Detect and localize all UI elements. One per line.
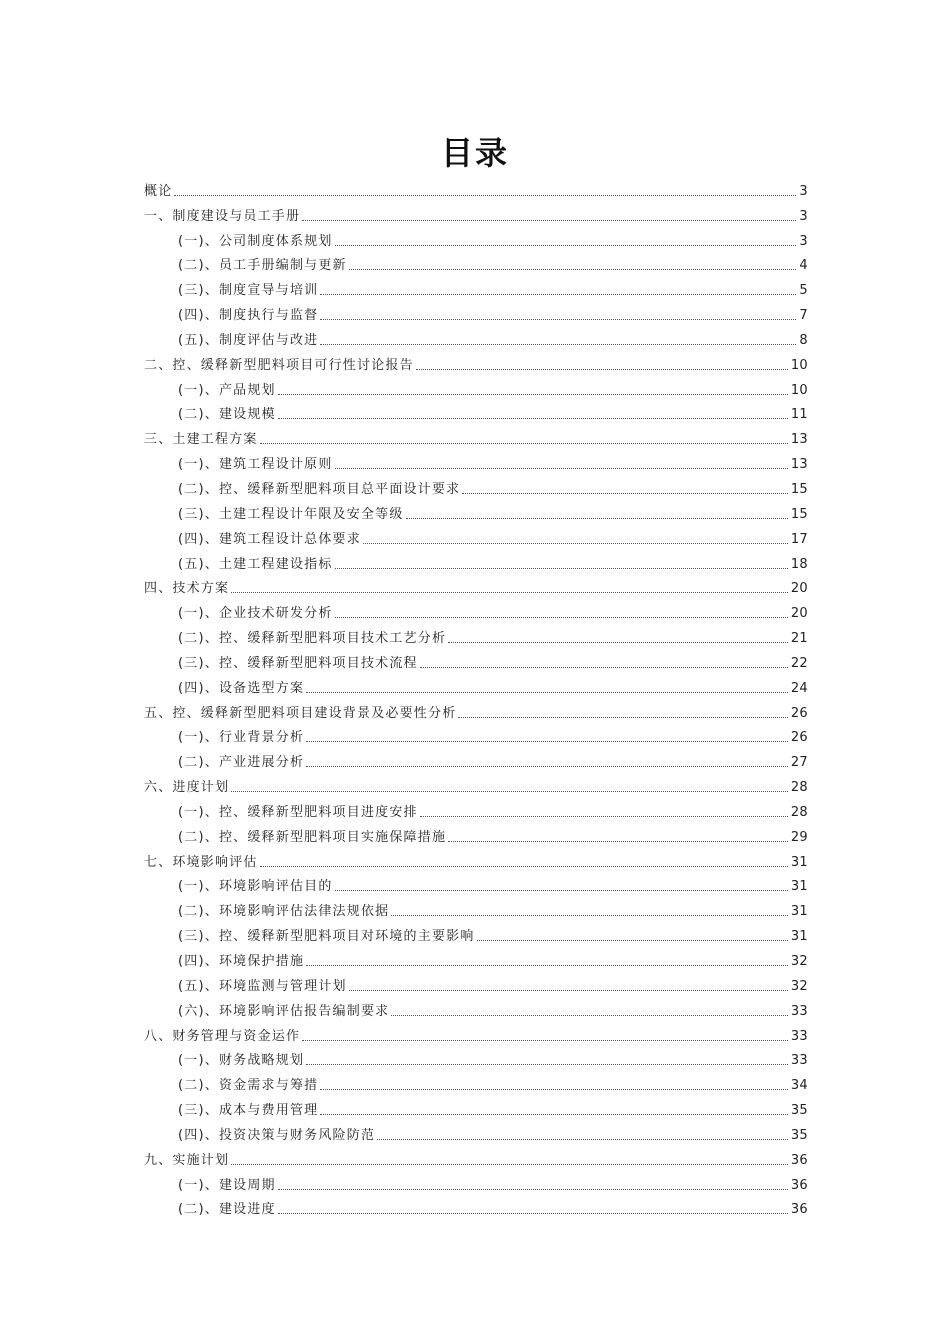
- toc-entry[interactable]: [144, 273, 808, 298]
- dot-leader: [278, 418, 788, 419]
- toc-entry-label: 七、环境影响评估: [144, 854, 258, 870]
- toc-entry-page-number: 27: [790, 755, 808, 771]
- toc-entry-page-number: 33: [790, 1028, 808, 1044]
- dot-leader: [391, 1015, 788, 1016]
- toc-entry[interactable]: [144, 323, 808, 348]
- toc-entry-page-number: 13: [790, 457, 808, 473]
- toc-entry-page-number: 28: [790, 780, 808, 796]
- toc-entry-label: (四)、设备选型方案: [178, 680, 305, 696]
- dot-leader: [335, 468, 788, 469]
- dot-leader: [335, 568, 788, 569]
- toc-entry-page-number: 36: [790, 1202, 808, 1218]
- toc-entry[interactable]: [144, 1093, 808, 1118]
- dot-leader: [448, 642, 788, 643]
- toc-entry-page-number: 15: [790, 481, 808, 497]
- toc-entry[interactable]: [144, 422, 808, 447]
- toc-entry-label: (一)、公司制度体系规划: [178, 233, 333, 249]
- toc-entry[interactable]: [144, 795, 808, 820]
- toc-entry-label: (五)、土建工程建设指标: [178, 556, 333, 572]
- dot-leader: [231, 791, 788, 792]
- dot-leader: [448, 841, 788, 842]
- toc-entry-page-number: 32: [790, 978, 808, 994]
- toc-entry[interactable]: [144, 199, 808, 224]
- dot-leader: [302, 1040, 788, 1041]
- toc-entry[interactable]: [144, 845, 808, 870]
- toc-entry-label: (二)、员工手册编制与更新: [178, 258, 347, 274]
- toc-entry[interactable]: [144, 944, 808, 969]
- toc-entry-page-number: 11: [790, 407, 808, 423]
- toc-entry[interactable]: [144, 572, 808, 597]
- table-of-contents: [144, 174, 808, 1217]
- toc-entry-label: (四)、投资决策与财务风险防范: [178, 1127, 376, 1143]
- dot-leader: [260, 866, 788, 867]
- toc-entry-label: (六)、环境影响评估报告编制要求: [178, 1003, 390, 1019]
- dot-leader: [278, 1189, 788, 1190]
- dot-leader: [306, 965, 788, 966]
- toc-entry-page-number: 20: [790, 606, 808, 622]
- dot-leader: [278, 394, 788, 395]
- toc-entry[interactable]: [144, 969, 808, 994]
- toc-entry[interactable]: [144, 596, 808, 621]
- dot-leader: [377, 1139, 788, 1140]
- dot-leader: [320, 1089, 788, 1090]
- toc-entry-page-number: 20: [790, 581, 808, 597]
- toc-entry[interactable]: [144, 547, 808, 572]
- dot-leader: [260, 443, 788, 444]
- toc-entry-page-number: 35: [790, 1127, 808, 1143]
- toc-entry[interactable]: [144, 870, 808, 895]
- dot-leader: [363, 543, 788, 544]
- toc-entry[interactable]: [144, 994, 808, 1019]
- dot-leader: [320, 344, 796, 345]
- toc-entry-page-number: 3: [799, 208, 808, 224]
- toc-entry-page-number: 29: [790, 829, 808, 845]
- toc-entry[interactable]: [144, 348, 808, 373]
- toc-entry-page-number: 10: [790, 357, 808, 373]
- toc-entry-page-number: 13: [790, 432, 808, 448]
- toc-entry-label: (一)、财务战略规划: [178, 1053, 305, 1069]
- toc-entry[interactable]: [144, 249, 808, 274]
- toc-entry-page-number: 31: [790, 879, 808, 895]
- toc-entry-label: (二)、建设进度: [178, 1202, 276, 1218]
- dot-leader: [174, 195, 796, 196]
- toc-entry-label: (三)、制度宣导与培训: [178, 283, 319, 299]
- toc-entry-page-number: 10: [790, 382, 808, 398]
- toc-entry-page-number: 36: [790, 1152, 808, 1168]
- toc-entry[interactable]: [144, 522, 808, 547]
- dot-leader: [306, 1064, 788, 1065]
- dot-leader: [420, 816, 788, 817]
- dot-leader: [320, 319, 796, 320]
- toc-entry-page-number: 31: [790, 854, 808, 870]
- toc-entry[interactable]: [144, 820, 808, 845]
- toc-entry-label: (二)、资金需求与筹措: [178, 1078, 319, 1094]
- toc-entry-page-number: 31: [790, 929, 808, 945]
- dot-leader: [391, 915, 788, 916]
- toc-entry-label: (四)、建筑工程设计总体要求: [178, 531, 361, 547]
- toc-entry-page-number: 21: [790, 631, 808, 647]
- toc-entry[interactable]: [144, 919, 808, 944]
- toc-entry[interactable]: [144, 770, 808, 795]
- toc-entry[interactable]: [144, 1118, 808, 1143]
- dot-leader: [278, 1213, 788, 1214]
- toc-entry-page-number: 22: [790, 655, 808, 671]
- dot-leader: [462, 493, 787, 494]
- toc-entry[interactable]: [144, 1019, 808, 1044]
- toc-entry-label: (一)、建设周期: [178, 1177, 276, 1193]
- toc-entry[interactable]: [144, 696, 808, 721]
- toc-entry-label: (一)、控、缓释新型肥料项目进度安排: [178, 804, 418, 820]
- toc-entry-label: 概论: [144, 183, 173, 199]
- toc-entry-label: (二)、控、缓释新型肥料项目实施保障措施: [178, 829, 447, 845]
- toc-entry-label: (一)、产品规划: [178, 382, 276, 398]
- toc-entry-label: (一)、建筑工程设计原则: [178, 457, 333, 473]
- dot-leader: [420, 667, 788, 668]
- dot-leader: [335, 890, 788, 891]
- toc-entry-page-number: 17: [790, 531, 808, 547]
- toc-entry-page-number: 15: [790, 506, 808, 522]
- toc-entry-page-number: 18: [790, 556, 808, 572]
- toc-entry-page-number: 5: [799, 283, 808, 299]
- toc-entry-label: (五)、制度评估与改进: [178, 332, 319, 348]
- toc-entry-label: (五)、环境监测与管理计划: [178, 978, 347, 994]
- toc-entry-page-number: 4: [799, 258, 808, 274]
- toc-entry-label: (三)、控、缓释新型肥料项目技术流程: [178, 655, 418, 671]
- toc-entry-page-number: 7: [799, 308, 808, 324]
- toc-entry-label: (二)、控、缓释新型肥料项目技术工艺分析: [178, 631, 447, 647]
- toc-entry[interactable]: [144, 224, 808, 249]
- toc-entry-page-number: 28: [790, 804, 808, 820]
- dot-leader: [349, 990, 788, 991]
- toc-entry[interactable]: [144, 398, 808, 423]
- toc-entry[interactable]: [144, 1143, 808, 1168]
- toc-entry-label: 六、进度计划: [144, 780, 230, 796]
- toc-entry-label: (三)、控、缓释新型肥料项目对环境的主要影响: [178, 929, 475, 945]
- toc-entry-label: (二)、环境影响评估法律法规依据: [178, 904, 390, 920]
- dot-leader: [320, 1114, 788, 1115]
- toc-entry-label: 五、控、缓释新型肥料项目建设背景及必要性分析: [144, 705, 457, 721]
- toc-entry-label: (二)、控、缓释新型肥料项目总平面设计要求: [178, 481, 461, 497]
- toc-entry[interactable]: [144, 671, 808, 696]
- toc-entry-label: 九、实施计划: [144, 1152, 230, 1168]
- toc-entry-label: 一、制度建设与员工手册: [144, 208, 301, 224]
- toc-entry-label: (二)、建设规模: [178, 407, 276, 423]
- toc-entry-page-number: 34: [790, 1078, 808, 1094]
- toc-entry-label: (四)、制度执行与监督: [178, 308, 319, 324]
- toc-entry[interactable]: [144, 894, 808, 919]
- toc-entry[interactable]: [144, 447, 808, 472]
- dot-leader: [306, 741, 788, 742]
- toc-entry-page-number: 3: [799, 183, 808, 199]
- toc-entry[interactable]: [144, 1068, 808, 1093]
- toc-entry-label: (二)、产业进展分析: [178, 755, 305, 771]
- toc-entry[interactable]: [144, 472, 808, 497]
- toc-entry-page-number: 33: [790, 1003, 808, 1019]
- dot-leader: [320, 294, 796, 295]
- toc-entry-label: 八、财务管理与资金运作: [144, 1028, 301, 1044]
- dot-leader: [231, 592, 788, 593]
- toc-entry[interactable]: [144, 298, 808, 323]
- dot-leader: [231, 1164, 788, 1165]
- toc-entry-page-number: 3: [799, 233, 808, 249]
- dot-leader: [416, 369, 788, 370]
- toc-entry[interactable]: [144, 497, 808, 522]
- dot-leader: [335, 245, 797, 246]
- toc-entry-label: 三、土建工程方案: [144, 432, 258, 448]
- toc-entry-label: (一)、企业技术研发分析: [178, 606, 333, 622]
- toc-entry[interactable]: [144, 174, 808, 199]
- toc-entry-page-number: 8: [799, 332, 808, 348]
- toc-entry-page-number: 32: [790, 954, 808, 969]
- toc-entry[interactable]: [144, 745, 808, 770]
- toc-entry[interactable]: [144, 373, 808, 398]
- toc-entry-page-number: 35: [790, 1103, 808, 1119]
- toc-entry-page-number: 26: [790, 730, 808, 746]
- toc-entry-label: (一)、行业背景分析: [178, 730, 305, 746]
- toc-entry[interactable]: [144, 1168, 808, 1193]
- toc-entry[interactable]: [144, 1044, 808, 1069]
- toc-entry[interactable]: [144, 621, 808, 646]
- toc-entry-label: 二、控、缓释新型肥料项目可行性讨论报告: [144, 357, 414, 373]
- toc-entry-label: (三)、成本与费用管理: [178, 1103, 319, 1119]
- toc-entry-label: (三)、土建工程设计年限及安全等级: [178, 506, 404, 522]
- toc-entry-page-number: 33: [790, 1053, 808, 1069]
- dot-leader: [306, 766, 788, 767]
- toc-entry[interactable]: [144, 646, 808, 671]
- toc-entry-label: 四、技术方案: [144, 581, 230, 597]
- toc-entry-label: (四)、环境保护措施: [178, 954, 305, 969]
- toc-entry-page-number: 24: [790, 680, 808, 696]
- dot-leader: [349, 269, 797, 270]
- toc-entry-page-number: 31: [790, 904, 808, 920]
- toc-title: 目录: [440, 134, 509, 172]
- toc-entry-label: (一)、环境影响评估目的: [178, 879, 333, 895]
- dot-leader: [302, 220, 796, 221]
- dot-leader: [306, 692, 788, 693]
- dot-leader: [458, 717, 787, 718]
- dot-leader: [335, 617, 788, 618]
- dot-leader: [477, 940, 788, 941]
- toc-entry[interactable]: [144, 721, 808, 746]
- toc-entry-page-number: 26: [790, 705, 808, 721]
- toc-entry[interactable]: [144, 1193, 808, 1218]
- toc-entry-page-number: 36: [790, 1177, 808, 1193]
- dot-leader: [406, 518, 788, 519]
